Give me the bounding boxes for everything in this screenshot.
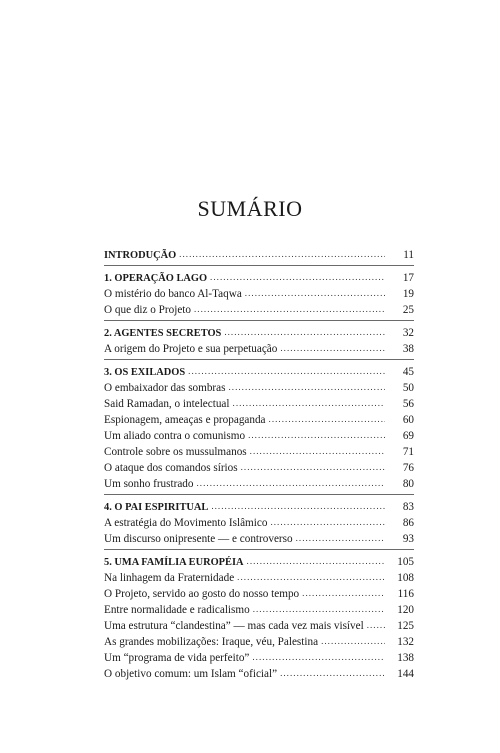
dot-leader	[253, 601, 385, 617]
dot-leader	[367, 617, 385, 633]
dot-leader	[280, 340, 385, 356]
entry-title: O Projeto, servido ao gosto do nosso tempo	[104, 588, 300, 600]
toc-section	[104, 247, 414, 263]
entry-title: O objetivo comum: um Islam “oficial”	[104, 668, 278, 680]
dot-leader	[210, 269, 385, 285]
toc-chapter-row	[104, 499, 414, 515]
toc-entry-row	[104, 634, 414, 650]
entry-title: Um aliado contra o comunismo	[104, 430, 246, 442]
chapter-title: 1. OPERAÇÃO LAGO	[104, 273, 208, 284]
entry-title: A origem do Projeto e sua perpetuação	[104, 343, 278, 355]
dot-leader	[233, 395, 385, 411]
page-number: 120	[397, 604, 414, 616]
entry-title: Uma estrutura “clandestina” — mas cada vez mais visível	[104, 620, 364, 632]
toc-entry-row	[104, 570, 414, 586]
chapter-title: 5. UMA FAMÍLIA EUROPÉIA	[104, 557, 244, 568]
dot-leader	[188, 363, 385, 379]
chapter-title: 3. OS EXILADOS	[104, 367, 186, 378]
toc-chapter-row	[104, 270, 414, 286]
entry-title: Um discurso onipresente — e controverso	[104, 533, 293, 545]
toc-entry-row	[104, 412, 414, 428]
chapter-title: 2. AGENTES SECRETOS	[104, 328, 222, 339]
entry-title: A estratégia do Movimento Islâmico	[104, 517, 268, 529]
entry-title: Um sonho frustrado	[104, 478, 194, 490]
toc-entry-row	[104, 666, 414, 682]
page-number: 93	[402, 533, 414, 545]
dot-leader	[211, 498, 385, 514]
page-number: 108	[397, 572, 414, 584]
toc-entry-row	[104, 396, 414, 412]
dot-leader	[321, 633, 385, 649]
dot-leader	[241, 459, 385, 475]
page-number: 132	[397, 636, 414, 648]
dot-leader	[237, 569, 385, 585]
section-divider	[104, 549, 414, 550]
toc-section	[104, 499, 414, 547]
dot-leader	[194, 301, 385, 317]
page-number: 69	[402, 430, 414, 442]
dot-leader	[247, 553, 385, 569]
entry-title: Entre normalidade e radicalismo	[104, 604, 250, 616]
page-number: 32	[402, 327, 414, 339]
page-number: 25	[402, 304, 414, 316]
toc-entry-row	[104, 286, 414, 302]
entry-title: Controle sobre os mussulmanos	[104, 446, 247, 458]
toc-entry-row	[104, 341, 414, 357]
dot-leader	[250, 443, 385, 459]
toc-entry-row	[104, 531, 414, 547]
chapter-title: INTRODUÇÃO	[104, 250, 177, 261]
toc-entry-row	[104, 460, 414, 476]
toc-entry-row	[104, 515, 414, 531]
toc-section	[104, 554, 414, 682]
entry-title: O ataque dos comandos sírios	[104, 462, 238, 474]
toc-section	[104, 364, 414, 492]
page-number: 19	[402, 288, 414, 300]
dot-leader	[252, 649, 385, 665]
entry-title: Um “programa de vida perfeito”	[104, 652, 250, 664]
toc-chapter-row	[104, 247, 414, 263]
page-number: 144	[397, 668, 414, 680]
page-number: 71	[402, 446, 414, 458]
section-divider	[104, 494, 414, 495]
toc-entry-row	[104, 602, 414, 618]
entry-title: O mistério do banco Al-Taqwa	[104, 288, 242, 300]
toc-entry-row	[104, 650, 414, 666]
page-number: 17	[402, 272, 414, 284]
entry-title: As grandes mobilizações: Iraque, véu, Palestina	[104, 636, 319, 648]
entry-title: O embaixador das sombras	[104, 382, 226, 394]
dot-leader	[228, 379, 385, 395]
toc-entry-row	[104, 586, 414, 602]
toc-section	[104, 270, 414, 318]
entry-title: Na linhagem da Fraternidade	[104, 572, 235, 584]
dot-leader	[302, 585, 385, 601]
dot-leader	[224, 324, 385, 340]
page-number: 105	[397, 556, 414, 568]
table-of-contents	[104, 247, 414, 682]
page-number: 138	[397, 652, 414, 664]
entry-title: O que diz o Projeto	[104, 304, 191, 316]
toc-entry-row	[104, 428, 414, 444]
toc-entry-row	[104, 444, 414, 460]
page-number: 45	[402, 366, 414, 378]
toc-entry-row	[104, 380, 414, 396]
page-number: 60	[402, 414, 414, 426]
toc-chapter-row	[104, 325, 414, 341]
page-title: SUMÁRIO	[197, 196, 303, 221]
page-number: 80	[402, 478, 414, 490]
toc-section	[104, 325, 414, 357]
toc-entry-row	[104, 302, 414, 318]
toc-chapter-row	[104, 364, 414, 380]
section-divider	[104, 320, 414, 321]
dot-leader	[280, 665, 385, 681]
dot-leader	[270, 514, 385, 530]
dot-leader	[248, 427, 385, 443]
page-number: 86	[402, 517, 414, 529]
page-number: 11	[403, 249, 414, 261]
dot-leader	[296, 530, 385, 546]
section-divider	[104, 265, 414, 266]
entry-title: Said Ramadan, o intelectual	[104, 398, 230, 410]
entry-title: Espionagem, ameaças e propaganda	[104, 414, 266, 426]
dot-leader	[269, 411, 385, 427]
toc-entry-row	[104, 618, 414, 634]
section-divider	[104, 359, 414, 360]
dot-leader	[179, 246, 385, 262]
chapter-title: 4. O PAI ESPIRITUAL	[104, 502, 209, 513]
page-number: 116	[397, 588, 414, 600]
toc-entry-row	[104, 476, 414, 492]
dot-leader	[197, 475, 386, 491]
page-number: 56	[402, 398, 414, 410]
dot-leader	[245, 285, 385, 301]
page-number: 76	[402, 462, 414, 474]
page-number: 50	[402, 382, 414, 394]
toc-chapter-row	[104, 554, 414, 570]
page-number: 83	[402, 501, 414, 513]
page-number: 38	[402, 343, 414, 355]
page-number: 125	[397, 620, 414, 632]
